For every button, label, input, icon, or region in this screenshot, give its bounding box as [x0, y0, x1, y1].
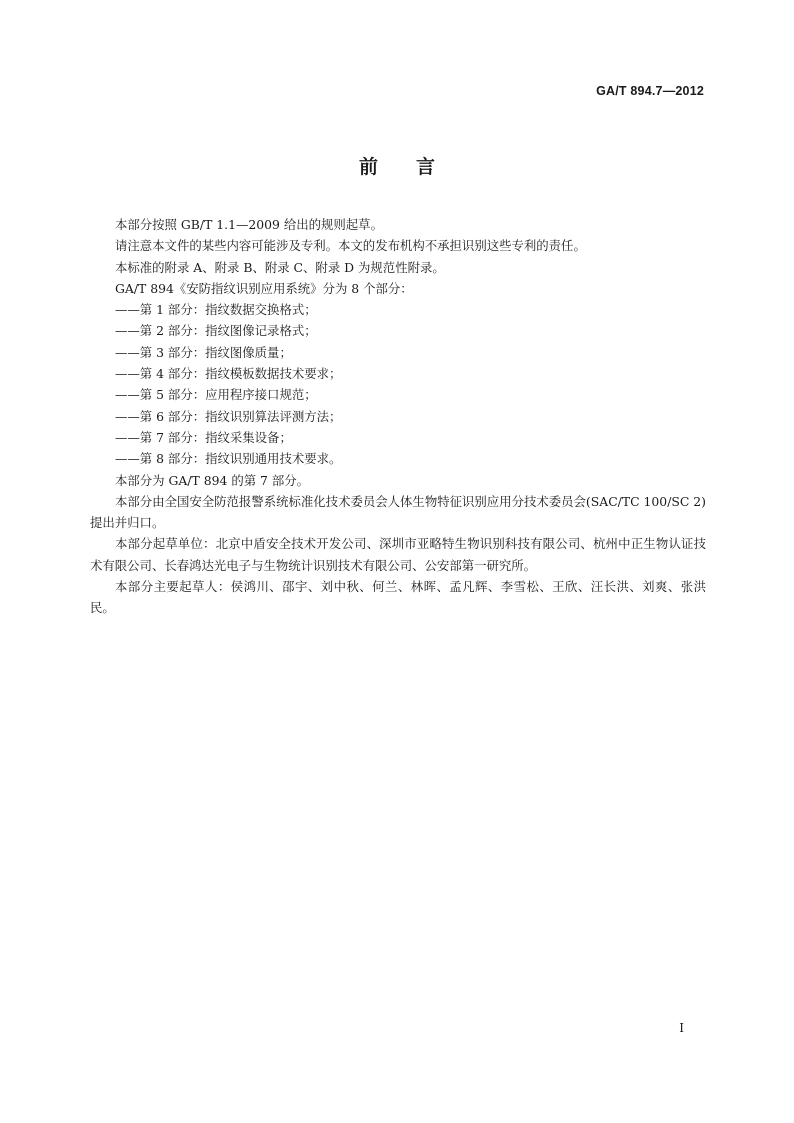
list-item-part-7: ——第 7 部分：指纹采集设备；	[115, 429, 292, 445]
paragraph-patent-notice: 请注意本文件的某些内容可能涉及专利。本文的发布机构不承担识别这些专利的责任。	[115, 238, 586, 254]
list-item-part-5: ——第 5 部分：应用程序接口规范；	[115, 387, 317, 403]
paragraph-drafting-rules: 本部分按照 GB/T 1.1—2009 给出的规则起草。	[115, 217, 383, 232]
paragraph-normative-annexes: 本标准的附录 A、附录 B、附录 C、附录 D 为规范性附录。	[115, 259, 445, 275]
paragraph-drafting-units: 本部分起草单位：北京中盾安全技术开发公司、深圳市亚略特生物识别科技有限公司、杭州中正生物认证技术有限公司、长春鸿达光电子与生物统计识别技术有限公司、公安部第一研究所。	[90, 536, 706, 573]
paragraph-drafters: 本部分主要起草人：侯鸿川、邵宇、刘中秋、何兰、林晖、孟凡辉、李雪松、王欣、汪长洪、刘爽、张洪民。	[90, 579, 706, 616]
standard-code: GA/T 894.7—2012	[596, 84, 704, 98]
list-item-part-4: ——第 4 部分：指纹模板数据技术要求；	[115, 366, 342, 382]
list-item-part-1: ——第 1 部分：指纹数据交换格式；	[115, 302, 317, 318]
paragraph-proposed-by: 本部分由全国安全防范报警系统标准化技术委员会人体生物特征识别应用分技术委员会(SAC/TC 100/SC 2)提出并归口。	[90, 493, 706, 531]
paragraph-this-part: 本部分为 GA/T 894 的第 7 部分。	[115, 472, 310, 488]
paragraph-parts-intro: GA/T 894《安防指纹识别应用系统》分为 8 个部分：	[115, 280, 413, 296]
foreword-body	[90, 214, 706, 619]
page-title	[0, 152, 794, 179]
list-item-part-6: ——第 6 部分：指纹识别算法评测方法；	[115, 408, 342, 424]
title-char-1: 前	[358, 156, 378, 178]
page-number: I	[679, 1021, 684, 1035]
title-char-2: 言	[416, 156, 436, 178]
list-item-part-3: ——第 3 部分：指纹图像质量；	[115, 344, 292, 360]
list-item-part-8: ——第 8 部分：指纹识别通用技术要求。	[115, 451, 342, 467]
list-item-part-2: ——第 2 部分：指纹图像记录格式；	[115, 323, 317, 339]
